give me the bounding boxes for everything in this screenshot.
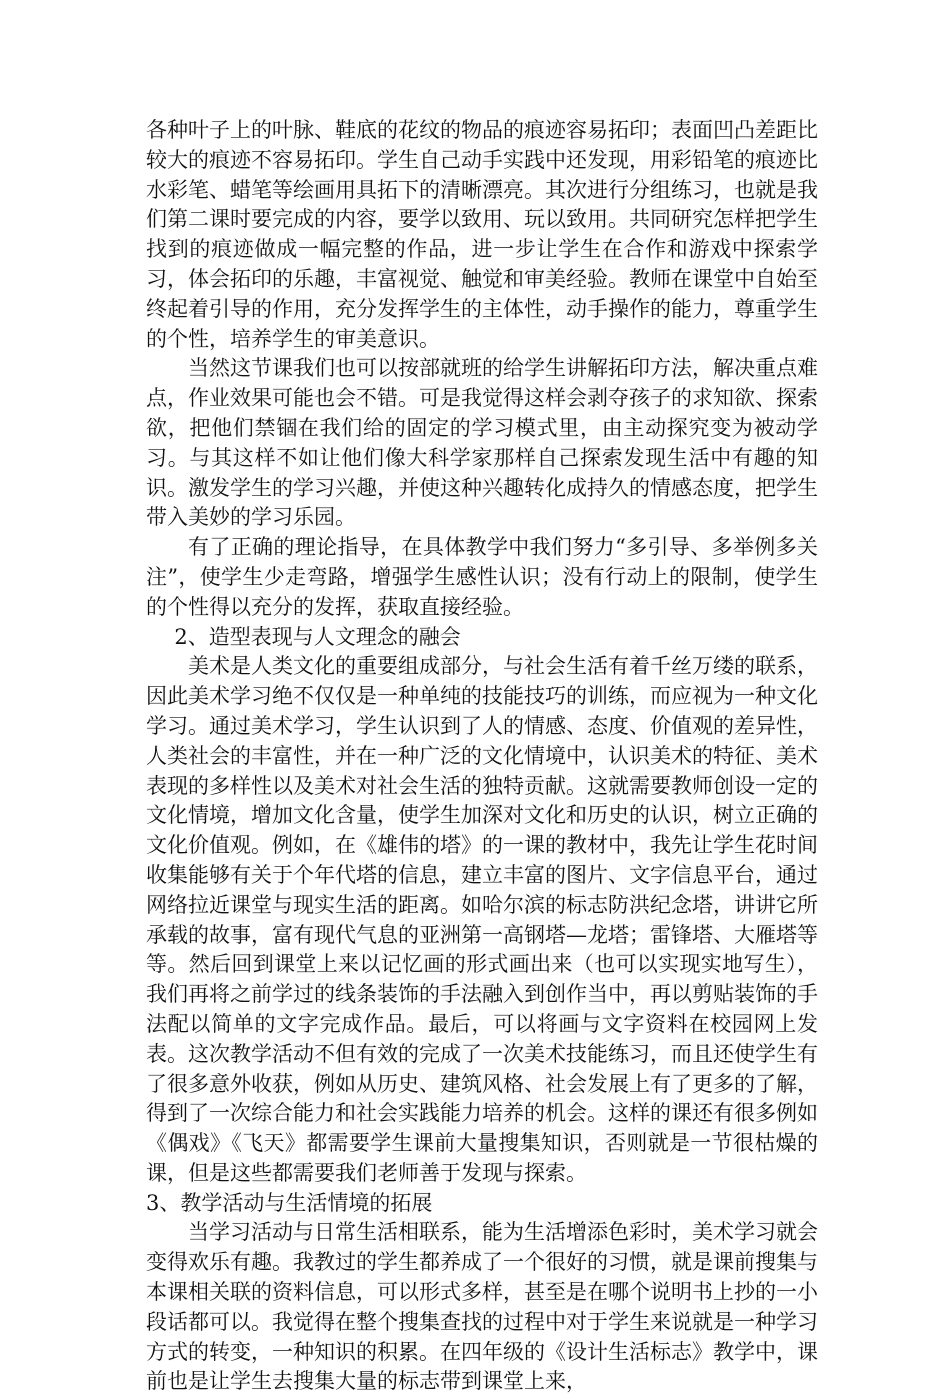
- section-heading-2: 2、造型表现与人文理念的融会: [174, 624, 461, 649]
- document-body: [146, 116, 818, 1397]
- paragraph-rubbing-practice: 各种叶子上的叶脉、鞋底的花纹的物品的痕迹容易拓印；表面凹凸差距比较大的痕迹不容易拓印。学生自己动手实践中还发现，用彩铅笔的痕迹比水彩笔、蜡笔等绘画用具拓下的清晰漂亮。其次进行分组练习，也就是我们第二课时要完成的内容，要学以致用、玩以致用。共同研究怎样把学生找到的痕迹做成一幅完整的作品，进一步让学生在合作和游戏中探索学习，体会拓印的乐趣，丰富视觉、触觉和审美经验。教师在课堂中自始至终起着引导的作用，充分发挥学生的主体性，动手操作的能力，尊重学生的个性，培养学生的审美意识。: [146, 118, 818, 351]
- section-heading-3: 3、教学活动与生活情境的拓展: [146, 1190, 433, 1215]
- paragraph-alternative-teaching: 当然这节课我们也可以按部就班的给学生讲解拓印方法，解决重点难点，作业效果可能也会不错。可是我觉得这样会剥夺孩子的求知欲、探索欲，把他们禁锢在我们给的固定的学习模式里，由主动探究变为被动学习。与其这样不如让他们像大科学家那样自己探索发现生活中有趣的知识。激发学生的学习兴趣，并使这种兴趣转化成持久的情感态度，把学生带入美妙的学习乐园。: [146, 356, 818, 530]
- paragraph-art-culture: 美术是人类文化的重要组成部分，与社会生活有着千丝万缕的联系，因此美术学习绝不仅仅是一种单纯的技能技巧的训练，而应视为一种文化学习。通过美术学习，学生认识到了人的情感、态度、价值观的差异性，人类社会的丰富性，并在一种广泛的文化情境中，认识美术的特征、美术表现的多样性以及美术对社会生活的独特贡献。这就需要教师创设一定的文化情境，增加文化含量，使学生加深对文化和历史的认识，树立正确的文化价值观。例如，在《雄伟的塔》的一课的教材中，我先让学生花时间收集能够有关于个年代塔的信息，建立丰富的图片、文字信息平台，通过网络拉近课堂与现实生活的距离。如哈尔滨的标志防洪纪念塔，讲讲它所承载的故事，富有现代气息的亚洲第一高钢塔—龙塔；雷锋塔、大雁塔等等。然后回到课堂上来以记忆画的形式画出来（也可以实现实地写生），我们再将之前学过的线条装饰的手法融入到创作当中，再以剪贴装饰的手法配以简单的文字完成作品。最后，可以将画与文字资料在校园网上发表。这次教学活动不但有效的完成了一次美术技能练习，而且还使学生有了很多意外收获，例如从历史、建筑风格、社会发展上有了更多的了解，得到了一次综合能力和社会实践能力培养的机会。这样的课还有很多例如《偶戏》《飞天》都需要学生课前大量搜集知识，否则就是一节很枯燥的课，但是这些都需要我们老师善于发现与探索。: [146, 654, 818, 1185]
- paragraph-theory-guidance: 有了正确的理论指导，在具体教学中我们努力“多引导、多举例多关注”，使学生少走弯路，增强学生感性认识；没有行动上的限制，使学生的个性得以充分的发挥，获取直接经验。: [146, 535, 818, 619]
- paragraph-life-context: 当学习活动与日常生活相联系，能为生活增添色彩时，美术学习就会变得欢乐有趣。我教过的学生都养成了一个很好的习惯，就是课前搜集与本课相关联的资料信息，可以形式多样，甚至是在哪个说明书上抄的一小段话都可以。我觉得在整个搜集查找的过程中对于学生来说就是一种学习方式的转变，一种知识的积累。在四年级的《设计生活标志》教学中，课前也是让学生去搜集大量的标志带到课堂上来，: [146, 1220, 818, 1394]
